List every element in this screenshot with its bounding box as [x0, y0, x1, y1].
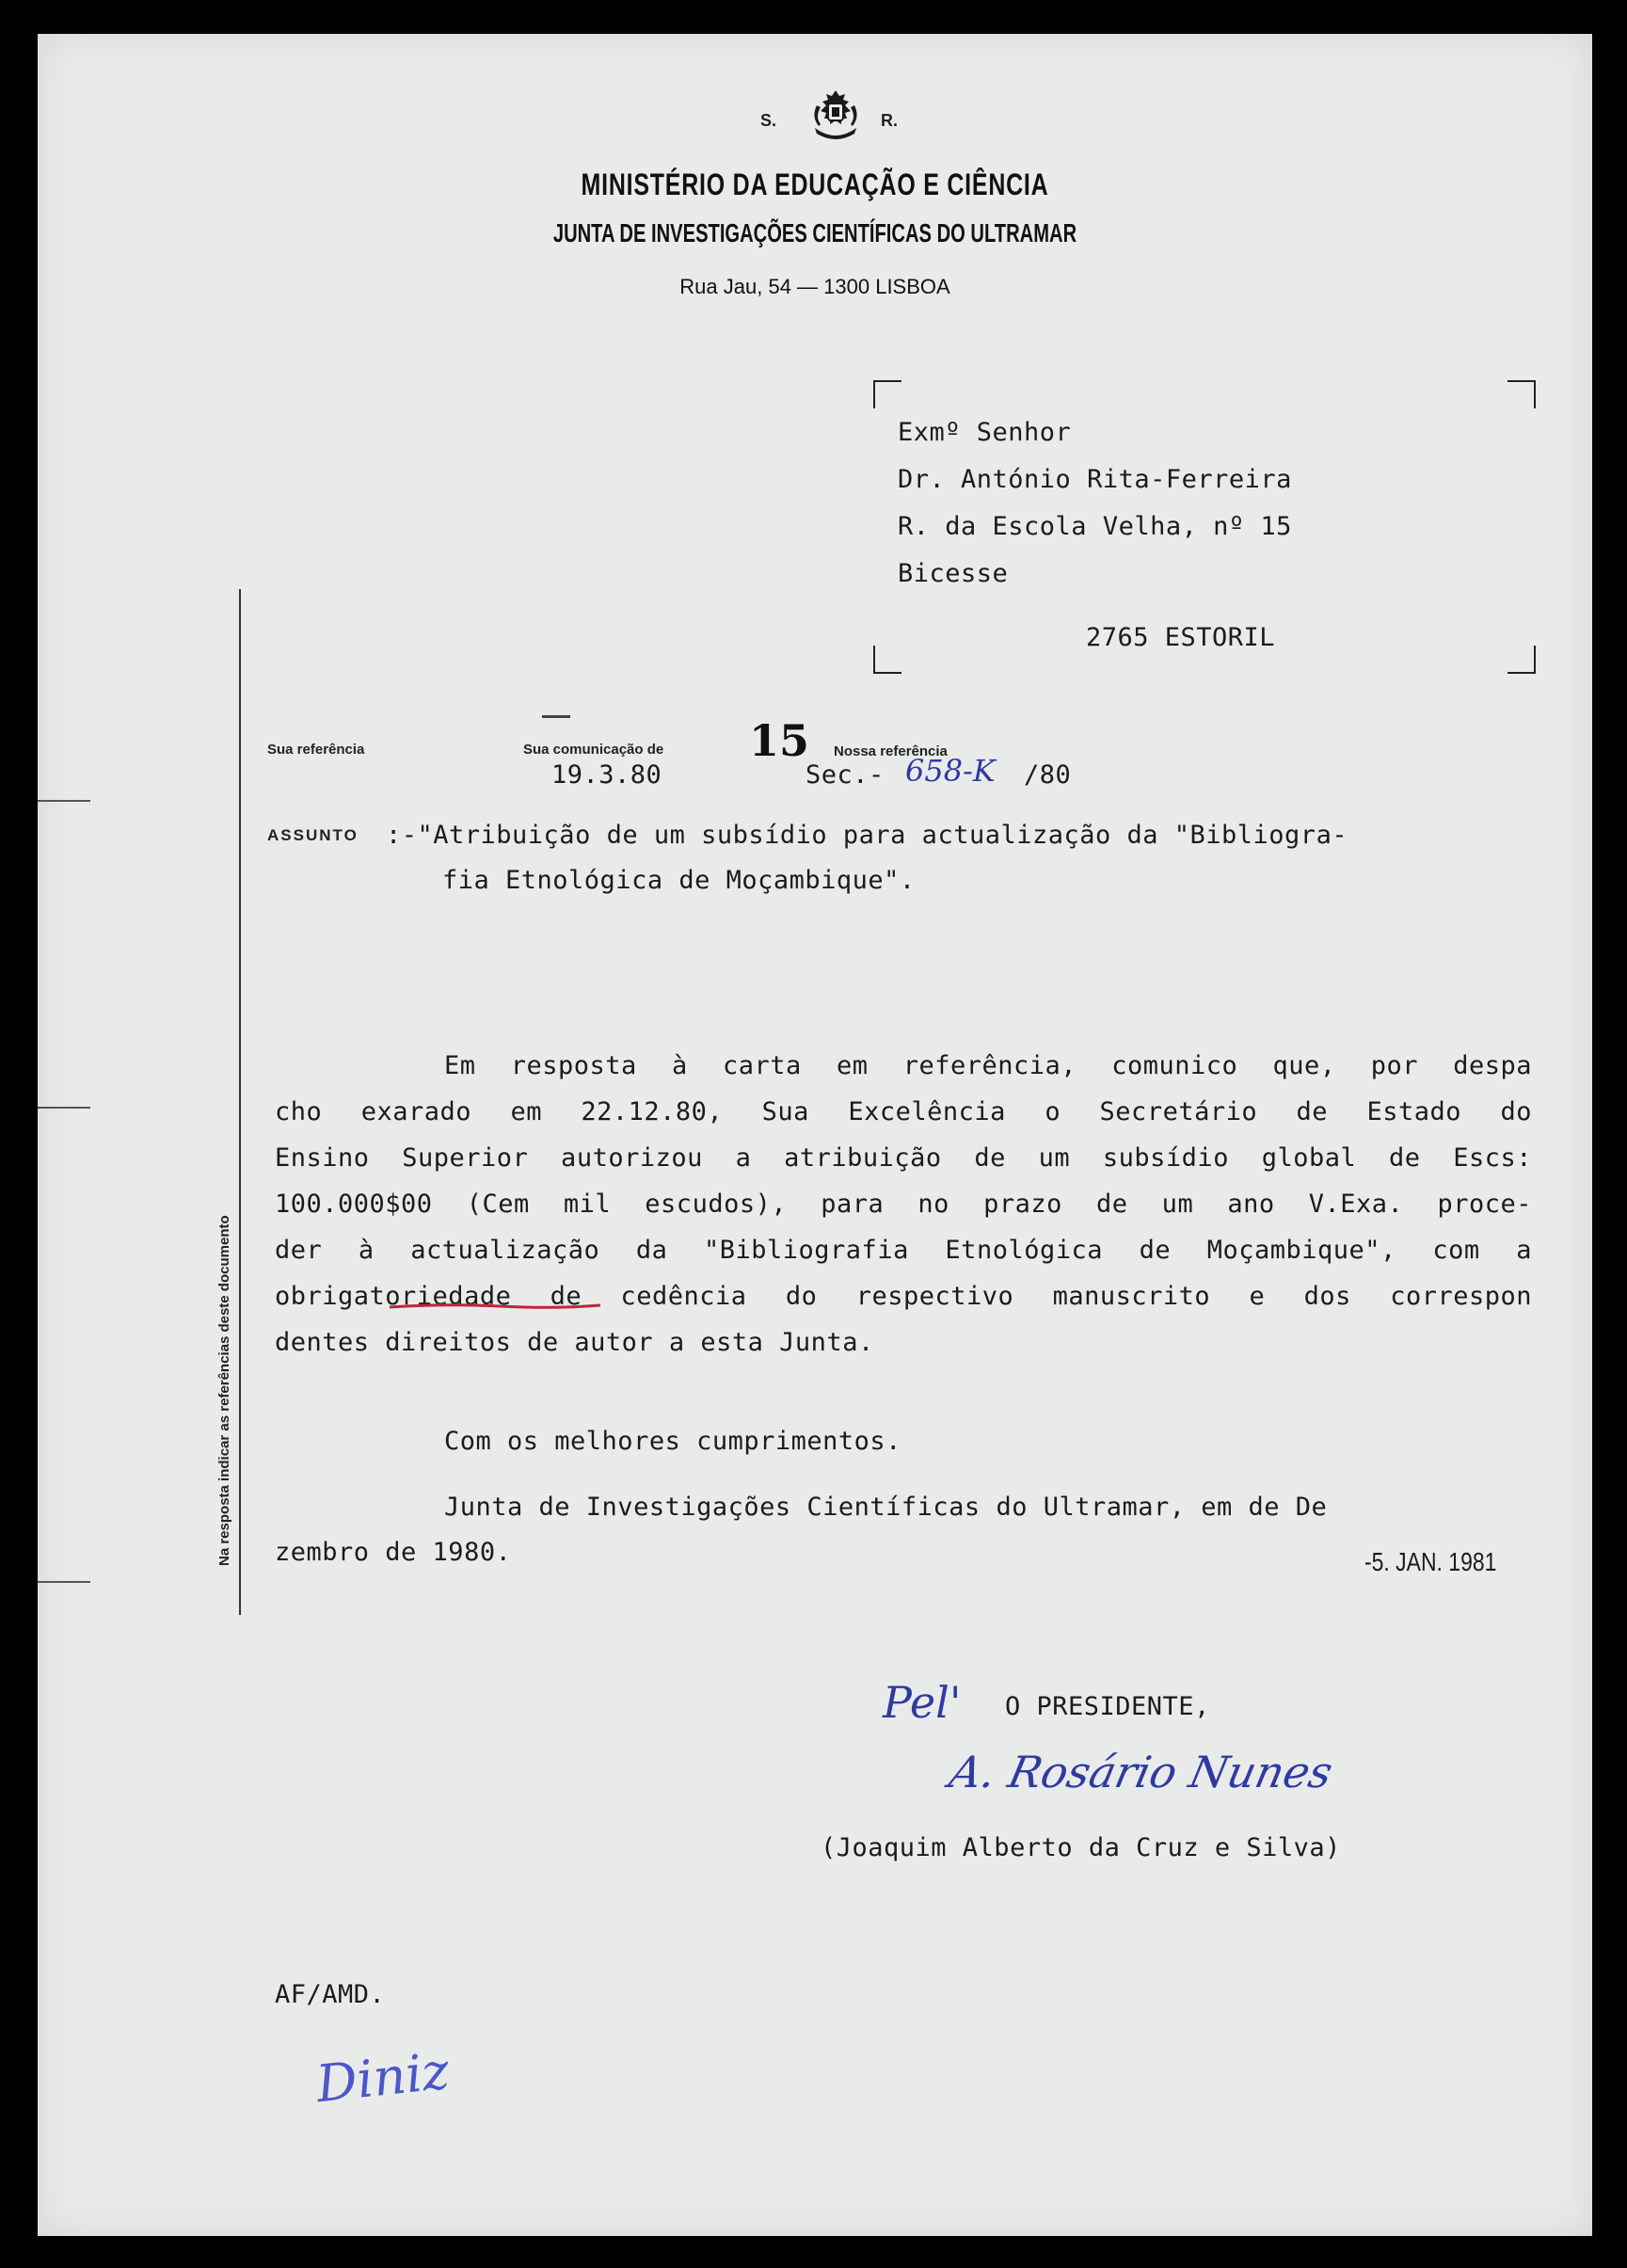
signature-title: O PRESIDENTE, — [1005, 1692, 1210, 1721]
place-line-1: Junta de Investigações Científicas do Ultramar, em de De — [444, 1493, 1328, 1522]
signature-handwritten: A. Rosário Nunes — [945, 1747, 1337, 1797]
body-line: 100.000$00 (Cem mil escudos), para no prazo de um ano V.Exa. proce- — [275, 1190, 1532, 1219]
fold-mark — [38, 1581, 90, 1583]
address-bracket-bottom-left — [873, 646, 901, 674]
recipient-name: Dr. António Rita-Ferreira — [898, 465, 1292, 494]
coat-of-arms-icon — [807, 87, 864, 145]
sua-referencia-label: Sua referência — [267, 742, 365, 758]
ministry-title: MINISTÉRIO DA EDUCAÇÃO E CIÊNCIA — [581, 168, 1049, 201]
recipient-street: R. da Escola Velha, nº 15 — [898, 512, 1292, 541]
date-stamp: -5. JAN. 1981 — [1364, 1547, 1497, 1576]
body-line: cho exarado em 22.12.80, Sua Excelência o Secretário de Estado do — [275, 1097, 1532, 1126]
body-line: Ensino Superior autorizou a atribuição de um subsídio global de Escs: — [275, 1143, 1532, 1173]
junta-title: JUNTA DE INVESTIGAÇÕES CIENTÍFICAS DO ULTRAMAR — [552, 218, 1077, 248]
stamp-number: 15 — [749, 715, 810, 766]
body-paragraph — [275, 1043, 1532, 1366]
signatory-name: (Joaquim Alberto da Cruz e Silva) — [821, 1833, 1341, 1862]
handwritten-initials: Diniz — [313, 2040, 452, 2115]
margin-note: Na resposta indicar as referências deste documento — [216, 1215, 232, 1566]
assunto-label: ASSUNTO — [267, 826, 359, 844]
sr-left: S. — [760, 111, 777, 130]
nossa-referencia-label: Nossa referência — [834, 743, 948, 759]
body-line: dentes direitos de autor a esta Junta. — [275, 1328, 874, 1357]
red-underline — [388, 1297, 602, 1306]
recipient-locality: Bicesse — [898, 559, 1009, 588]
sua-comunicacao-label: Sua comunicação de — [523, 742, 664, 758]
body-line: Em resposta à carta em referência, comunico que, por despa — [444, 1051, 1532, 1080]
nossa-handwritten: 658-K — [905, 753, 996, 789]
address-bracket-top-left — [873, 380, 901, 408]
address-bracket-bottom-right — [1507, 646, 1536, 674]
nossa-suffix: /80 — [1024, 760, 1072, 790]
fold-mark — [38, 1107, 90, 1109]
assunto-line-1: :-"Atribuição de um subsídio para actualização da "Bibliogra- — [386, 821, 1348, 850]
body-line: der à actualização da "Bibliografia Etnológica de Moçambique", com a — [275, 1236, 1532, 1265]
pel-handwritten: Pel' — [883, 1677, 962, 1728]
assunto-line-2: fia Etnológica de Moçambique". — [442, 866, 916, 895]
fold-mark — [38, 800, 90, 802]
closing-line: Com os melhores cumprimentos. — [444, 1427, 901, 1456]
sua-comunicacao-value: 19.3.80 — [551, 760, 662, 790]
address-bracket-top-right — [1507, 380, 1536, 408]
letter-sheet — [38, 34, 1592, 2236]
recipient-salutation: Exmº Senhor — [898, 418, 1072, 447]
recipient-postcode-city: 2765 ESTORIL — [1086, 623, 1276, 652]
place-line-2: zembro de 1980. — [275, 1538, 512, 1567]
margin-rule — [239, 589, 241, 1615]
letterhead-address: Rua Jau, 54 — 1300 LISBOA — [679, 275, 950, 298]
sr-right: R. — [881, 111, 898, 130]
nossa-prefix: Sec.- — [806, 760, 885, 790]
body-line: obrigatoriedade de cedência do respectivo manuscrito e dos correspon — [275, 1282, 1532, 1311]
typist-initials: AF/AMD. — [275, 1980, 386, 2009]
stamp-dash — [542, 715, 570, 718]
